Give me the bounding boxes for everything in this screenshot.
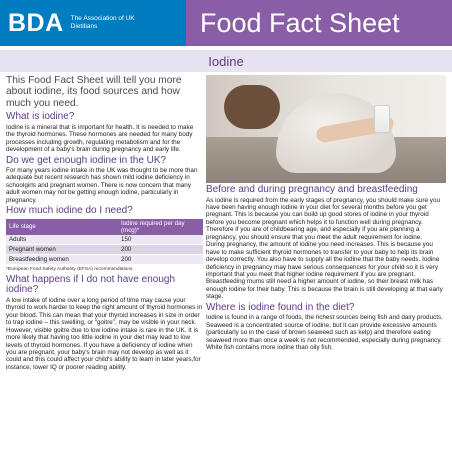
photo-hair: [224, 85, 280, 129]
table-row: [6, 235, 203, 245]
heading-how-much-iodine: How much iodine do I need?: [6, 205, 133, 217]
heading-not-enough-iodine: What happens if I do not have enough iodine?: [6, 273, 176, 296]
table-cell: 200: [118, 254, 203, 264]
table-footnote: *European Food Safety Authority (EFSA) recommendations.: [6, 266, 134, 272]
left-column: [6, 75, 203, 371]
right-text: [206, 185, 446, 352]
body-what-is-iodine: Iodine is a mineral that is important for health. It is needed to make the thyroid hormones. These hormones are needed for many body processes including growth, regulating metabolism and for the development of a baby's brain during pregnancy and early life.: [6, 123, 194, 154]
table-cell: 150: [118, 235, 203, 245]
table-header-life-stage: Life stage: [6, 219, 118, 235]
body-pregnancy-2: During pregnancy, the amount of iodine you need increases. This is because you have to make sufficient thyroid hormones to transfer to your baby to help its brain develop correctly. You also have to supply all the iodine that the baby needs. Iodine deficiency in pregnancy may have serious consequences for your child so it is very important that you meet that higher iodine requirement if you are pregnant. Breastfeeding mums still need a higher amount of iodine, so their breast milk has enough iodine for their baby. This is because the brain is still developing at that early stage.: [206, 241, 443, 301]
logo-subtitle: The Association of UK Dietitians: [70, 15, 135, 30]
table-header-iodine-required: Iodine required per day (mcg)*: [118, 219, 203, 235]
header: [0, 0, 452, 46]
heading-what-is-iodine: What is iodine?: [6, 111, 75, 123]
topic-title: Iodine: [208, 53, 244, 69]
heading-iodine-found: Where is iodine found in the diet?: [206, 301, 355, 313]
table-cell: Adults: [6, 235, 118, 245]
bda-logo: [0, 0, 186, 46]
table-row: [6, 244, 203, 254]
heading-pregnancy: Before and during pregnancy and breastfeeding: [206, 184, 418, 195]
page-title: Food Fact Sheet: [200, 7, 400, 38]
body-iodine-found-1: Iodine is found in a range of foods, the richest sources being fish and dairy products. Seaweed is a concentrated source of iodine, but it can provide excessive amounts (particularly so in the case of brown seaweed such as kelp) and therefore eating seaweed more than once a week is not recommended, especially during pregnancy.: [206, 314, 443, 344]
title-banner: [186, 0, 452, 46]
table-cell: Breastfeeding women: [6, 254, 118, 264]
iodine-requirements-table: [6, 219, 203, 265]
milk-glass-icon: [374, 105, 390, 133]
body-enough-iodine-uk: For many years iodine intake in the UK was thought to be more than adequate but recent research has shown mild iodine deficiency in schoolgirls and pregnant women. There is now concern that many adult women may not be getting enough iodine, particularly in pregnancy.: [6, 167, 198, 204]
table-row: [6, 254, 203, 264]
body-iodine-found-2: White fish contains more iodine than oily fish.: [206, 344, 333, 352]
table-cell: Pregnant women: [6, 244, 118, 254]
table-cell: 200: [118, 244, 203, 254]
right-column: [206, 75, 446, 352]
body-not-enough-iodine: A low intake of iodine over a long period of time may cause your thyroid to work harder to keep the right amount of thyroid hormones in your blood. This can mean that your thyroid increases in size in order to trap iodine – this swelling, or “goitre”, may be visible in your neck. However, visible goitre due to low iodine intake is rare in the UK. It is more likely that having too little iodine in your diet may lead to low levels of thyroid hormones. If you have a deficiency of iodine when you are pregnant, your baby's brain may not develop as well as it could and this could affect your child's ability to learn in later years,for instance, lower IQ or poorer reading ability.: [6, 296, 203, 371]
topic-bar: [0, 50, 452, 72]
pregnant-woman-photo: [206, 75, 446, 183]
body-pregnancy-1: As iodine is required from the early stages of pregnancy, you should make sure you have been having enough iodine in your diet for several months before you get pregnant. This is because you can build up good stores of iodine in your thyroid before you become pregnant which helps it to function well during pregnancy. Therefore if you are of childbearing age, and especially if you are planning a pregnancy, you should ensure that you meet the adult requirement for iodine.: [206, 196, 441, 241]
heading-enough-iodine-uk: Do we get enough iodine in the UK?: [6, 154, 167, 166]
table-header-row: [6, 219, 203, 235]
logo-text: BDA: [8, 8, 64, 37]
intro-text: This Food Fact Sheet will tell you more about iodine, its food sources and how much you need.: [6, 75, 182, 109]
